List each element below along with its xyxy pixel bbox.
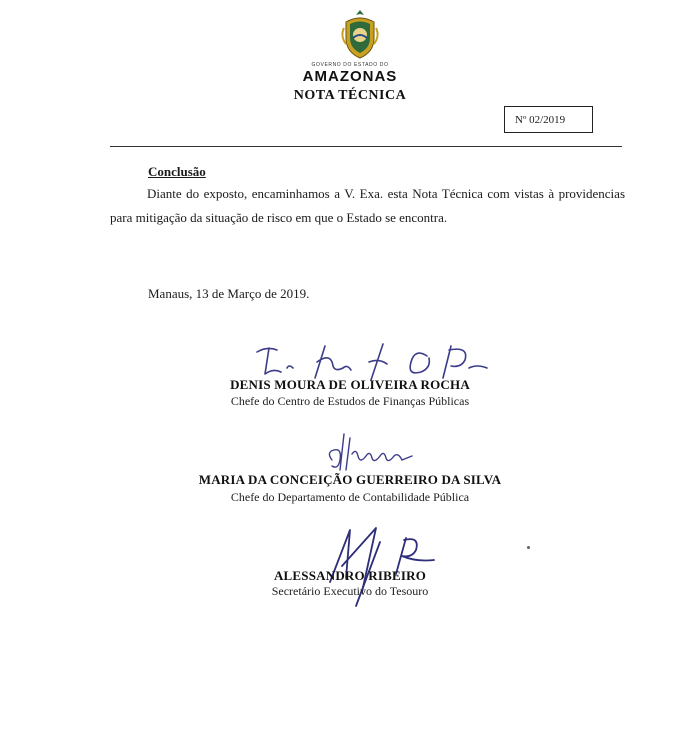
state-coat-of-arms-icon <box>338 8 382 60</box>
government-label: GOVERNO DO ESTADO DO <box>311 62 389 68</box>
handwritten-signature-maria <box>322 430 422 478</box>
scan-speck <box>527 546 530 549</box>
section-heading: Conclusão <box>148 164 206 179</box>
signatory-role: Chefe do Centro de Estudos de Finanças Públicas <box>230 394 470 408</box>
signatory-name: MARIA DA CONCEIÇÃO GUERREIRO DA SILVA <box>198 472 502 487</box>
document-number-box <box>504 106 593 133</box>
document-number: Nº 02/2019 <box>515 113 566 126</box>
header-divider <box>110 146 622 147</box>
state-name: AMAZONAS <box>302 68 398 85</box>
signatory-name: DENIS MOURA DE OLIVEIRA ROCHA <box>230 377 470 392</box>
signatory-role: Chefe do Departamento de Contabilidade Pública <box>230 490 470 504</box>
place-and-date: Manaus, 13 de Março de 2019. <box>148 286 310 301</box>
signatory-name: ALESSANDRO RIBEIRO <box>273 568 427 583</box>
signatory-role: Secretário Executivo do Tesouro <box>271 584 429 598</box>
conclusion-paragraph: Diante do exposto, encaminhamos a V. Exa. esta Nota Técnica com vistas à providencias para mitigação da situação de risco em que o Estado se encontra. <box>110 186 625 225</box>
document-type-title: NOTA TÉCNICA <box>293 88 407 103</box>
